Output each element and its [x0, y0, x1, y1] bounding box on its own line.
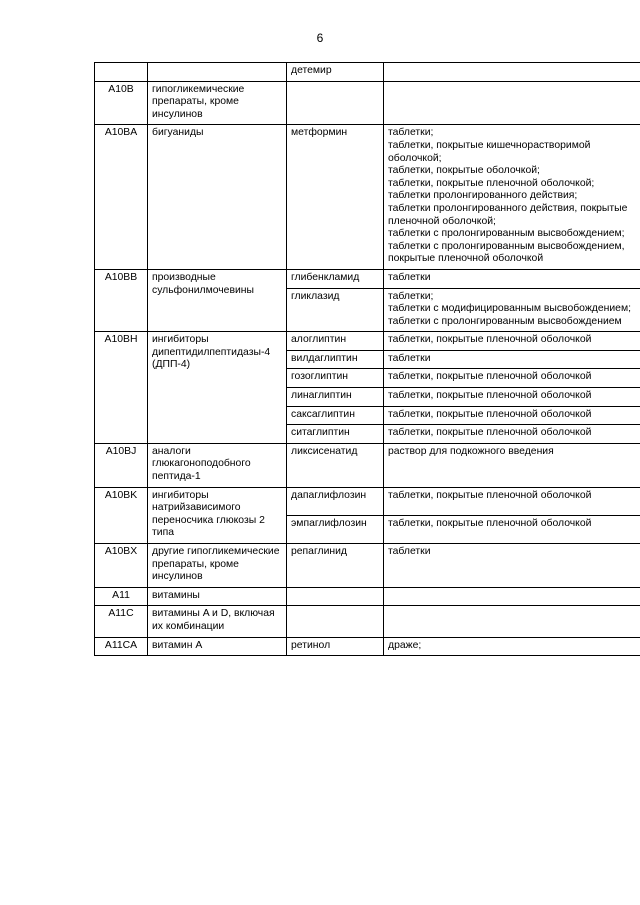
group-name-cell: бигуаниды — [148, 125, 287, 270]
group-name-cell: ингибиторы дипептидилпептидазы-4 (ДПП-4) — [148, 332, 287, 444]
table-row — [95, 63, 640, 82]
group-name-cell: гипогликемические препараты, кроме инсулинов — [148, 81, 287, 125]
table-row — [95, 544, 640, 588]
drug-name-cell — [287, 81, 384, 125]
group-name-cell: ингибиторы натрийзависимого переносчика глюкозы 2 типа — [148, 487, 287, 543]
table-row — [95, 269, 640, 288]
page-number: 6 — [316, 31, 324, 45]
dosage-form-line: таблетки — [388, 352, 431, 364]
dosage-form-cell — [384, 369, 640, 388]
drug-name-cell: вилдаглиптин — [287, 350, 384, 369]
dosage-form-cell — [384, 587, 640, 606]
dosage-form-line: таблетки, покрытые пленочной оболочкой — [388, 517, 592, 529]
drug-name-cell — [287, 606, 384, 637]
drug-name-cell: глибенкламид — [287, 269, 384, 288]
dosage-form-cell — [384, 515, 640, 543]
dosage-form-line: таблетки; — [388, 290, 434, 302]
atc-code-cell: A10BB — [95, 269, 148, 331]
dosage-form-cell — [384, 487, 640, 515]
dosage-form-line: раствор для подкожного введения — [388, 445, 554, 457]
atc-code-cell: A10BA — [95, 125, 148, 270]
drug-name-cell: ретинол — [287, 637, 384, 656]
table-row — [95, 637, 640, 656]
drug-name-cell: метформин — [287, 125, 384, 270]
dosage-form-line: таблетки с пролонгированным высвобождением, покрытые пленочной оболочкой — [388, 240, 625, 265]
dosage-form-cell — [384, 544, 640, 588]
atc-code-cell: A10B — [95, 81, 148, 125]
dosage-form-cell — [384, 288, 640, 332]
atc-code-cell: A11 — [95, 587, 148, 606]
group-name-cell — [148, 63, 287, 82]
dosage-form-line: таблетки, покрытые пленочной оболочкой; — [388, 177, 595, 189]
atc-code-cell: A10BH — [95, 332, 148, 444]
dosage-form-line: таблетки, покрытые оболочкой; — [388, 165, 540, 177]
dosage-form-line: таблетки пролонгированного действия, покрытые пленочной оболочкой; — [388, 202, 628, 227]
group-name-cell: витамин A — [148, 637, 287, 656]
drug-name-cell: репаглинид — [287, 544, 384, 588]
group-name-cell: аналоги глюкагоноподобного пептида-1 — [148, 443, 287, 487]
dosage-form-line: таблетки, покрытые пленочной оболочкой — [388, 334, 592, 346]
dosage-form-cell — [384, 332, 640, 351]
dosage-form-cell — [384, 606, 640, 637]
dosage-form-line: таблетки с модифицированным высвобождением; — [388, 303, 631, 315]
dosage-form-line: таблетки, покрытые пленочной оболочкой — [388, 408, 592, 420]
group-name-cell: витамины A и D, включая их комбинации — [148, 606, 287, 637]
dosage-form-line: таблетки, покрытые пленочной оболочкой — [388, 489, 592, 501]
table-row — [95, 125, 640, 270]
dosage-form-cell — [384, 443, 640, 487]
dosage-form-cell — [384, 637, 640, 656]
table-row — [95, 487, 640, 515]
drug-name-cell — [287, 587, 384, 606]
dosage-form-cell — [384, 63, 640, 82]
drug-name-cell: эмпаглифлозин — [287, 515, 384, 543]
table-row — [95, 443, 640, 487]
group-name-cell: витамины — [148, 587, 287, 606]
drug-name-cell: дапаглифлозин — [287, 487, 384, 515]
drug-name-cell: линаглиптин — [287, 388, 384, 407]
table-row — [95, 81, 640, 125]
dosage-form-line: таблетки; — [388, 127, 434, 139]
dosage-form-line: таблетки, покрытые пленочной оболочкой — [388, 390, 592, 402]
dosage-form-line: таблетки с пролонгированным высвобождением; — [388, 228, 625, 240]
drug-name-cell: детемир — [287, 63, 384, 82]
dosage-form-line: таблетки — [388, 271, 431, 283]
atc-code-cell — [95, 63, 148, 82]
drug-name-cell: гликлазид — [287, 288, 384, 332]
dosage-form-cell — [384, 388, 640, 407]
dosage-form-cell — [384, 425, 640, 444]
atc-code-cell: A10BJ — [95, 443, 148, 487]
drug-name-cell: гозоглиптин — [287, 369, 384, 388]
atc-code-cell: A10BX — [95, 544, 148, 588]
dosage-form-line: таблетки, покрытые пленочной оболочкой — [388, 427, 592, 439]
group-name-cell: другие гипогликемические препараты, кроме инсулинов — [148, 544, 287, 588]
dosage-form-cell — [384, 350, 640, 369]
drug-name-cell: ликсисенатид — [287, 443, 384, 487]
dosage-form-line: таблетки, покрытые кишечнорастворимой оболочкой; — [388, 139, 591, 164]
atc-code-cell: A11CA — [95, 637, 148, 656]
dosage-form-line: драже; — [388, 639, 422, 651]
drug-name-cell: ситаглиптин — [287, 425, 384, 444]
drug-name-cell: саксаглиптин — [287, 406, 384, 425]
dosage-form-line: таблетки — [388, 546, 431, 557]
drug-table — [94, 62, 640, 656]
atc-code-cell: A11C — [95, 606, 148, 637]
group-name-cell: производные сульфонилмочевины — [148, 269, 287, 331]
dosage-form-line: таблетки пролонгированного действия; — [388, 190, 578, 202]
dosage-form-line: таблетки, покрытые пленочной оболочкой — [388, 371, 592, 383]
dosage-form-cell — [384, 269, 640, 288]
drug-name-cell: алоглиптин — [287, 332, 384, 351]
dosage-form-cell — [384, 81, 640, 125]
table-row — [95, 606, 640, 637]
atc-code-cell: A10BK — [95, 487, 148, 543]
dosage-form-cell — [384, 125, 640, 270]
dosage-form-line: таблетки с пролонгированным высвобождением — [388, 315, 622, 327]
table-row — [95, 587, 640, 606]
table-row — [95, 332, 640, 351]
dosage-form-cell — [384, 406, 640, 425]
